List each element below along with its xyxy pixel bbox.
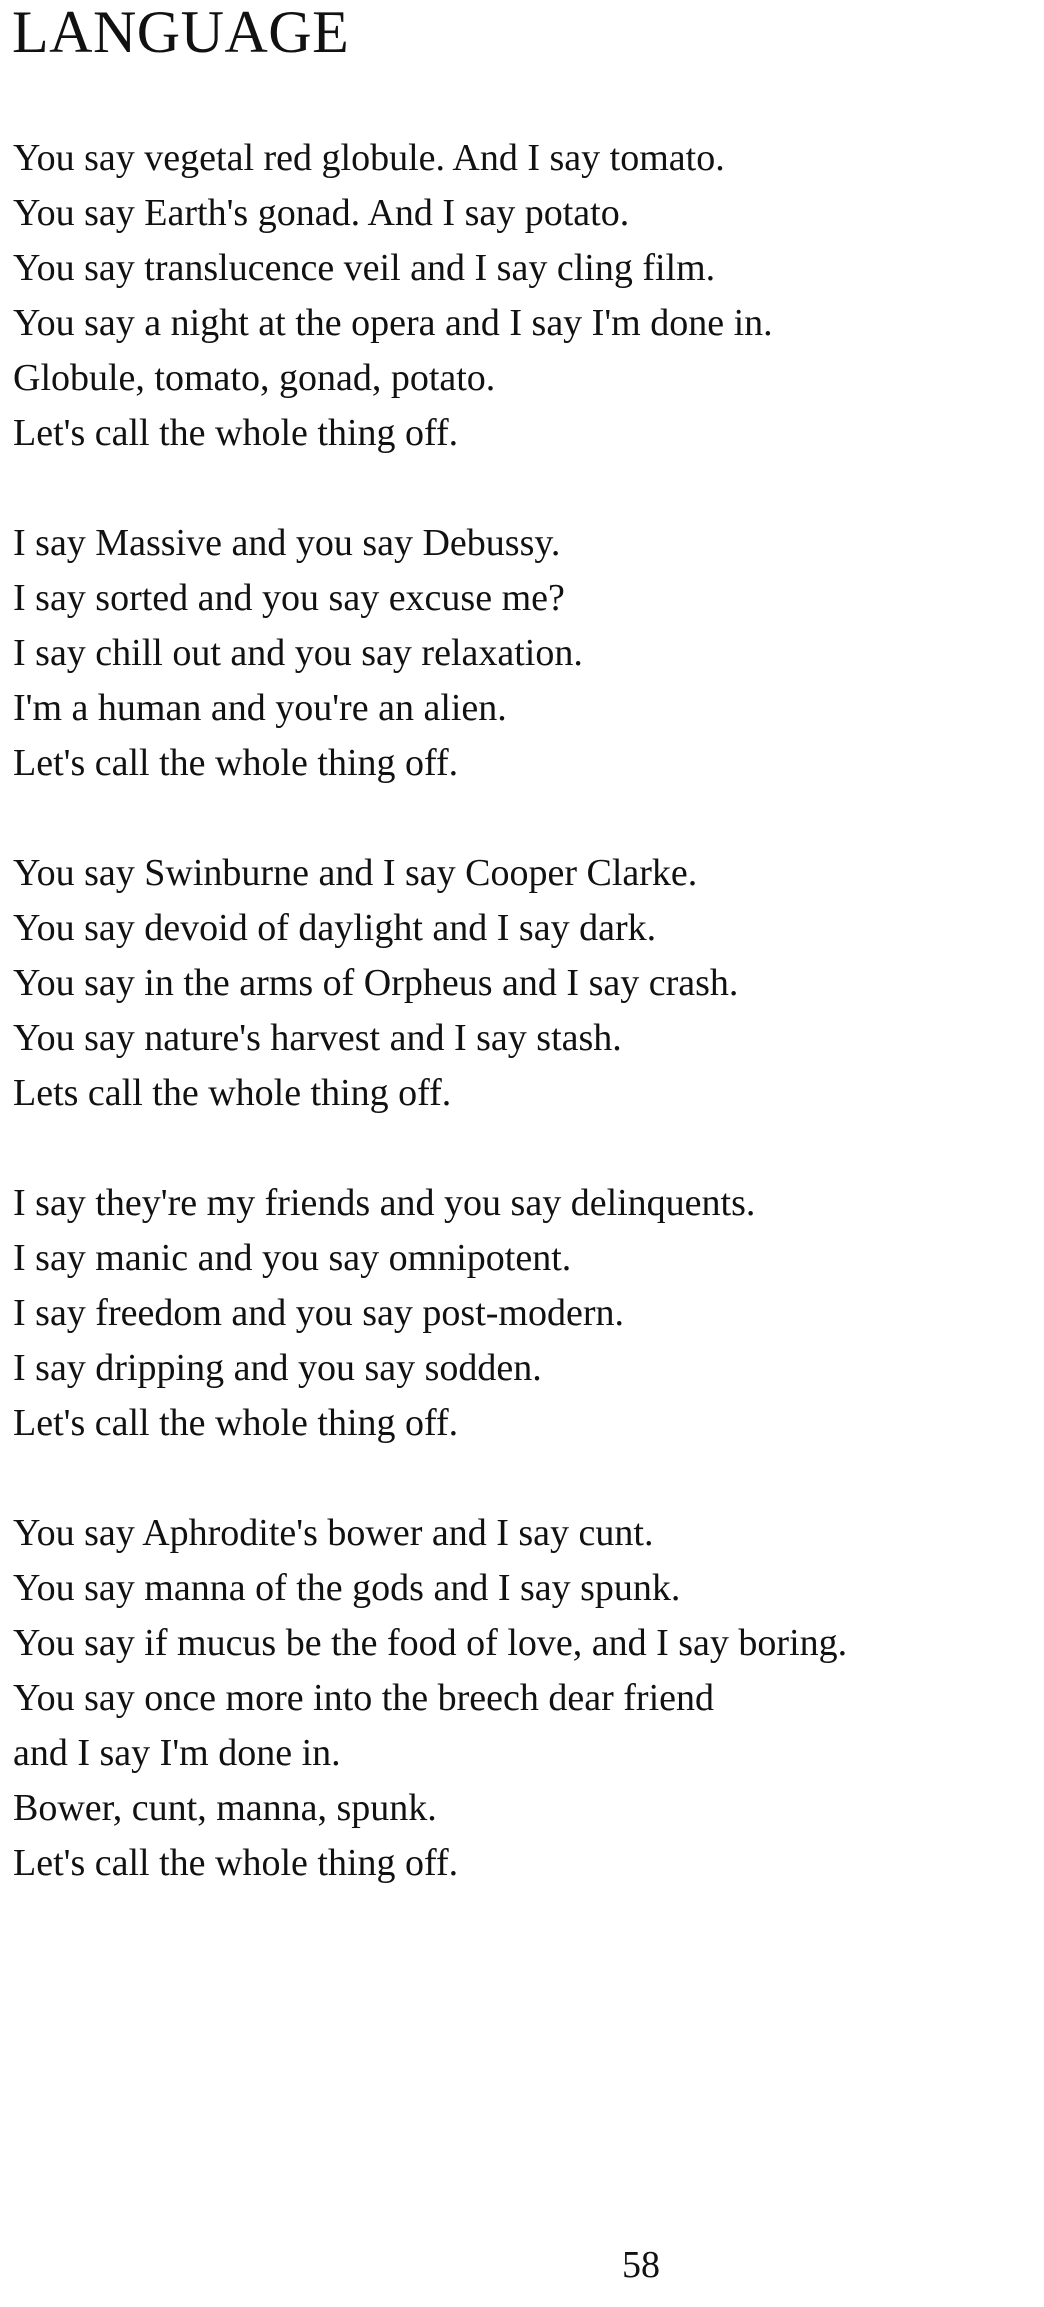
poem-line: I say chill out and you say relaxation. [13, 632, 583, 674]
poem-line: I say manic and you say omnipotent. [13, 1237, 572, 1279]
poem-line: I say sorted and you say excuse me? [13, 577, 565, 619]
poem-line: You say devoid of daylight and I say dark. [13, 907, 657, 949]
poem-line: I'm a human and you're an alien. [13, 687, 507, 729]
poem-line: You say once more into the breech dear friend [13, 1677, 715, 1719]
poem-line: You say if mucus be the food of love, and I say boring. [13, 1622, 848, 1664]
poem-title: LANGUAGE [12, 0, 350, 65]
poem-line: Let's call the whole thing off. [13, 1402, 459, 1444]
poem-line: I say dripping and you say sodden. [13, 1347, 542, 1389]
poem-line: Globule, tomato, gonad, potato. [13, 357, 496, 399]
page-number: 58 [622, 2244, 660, 2286]
poem-line: Lets call the whole thing off. [13, 1072, 452, 1114]
poem-line: and I say I'm done in. [13, 1732, 341, 1774]
stanza [13, 131, 847, 461]
poem-line: You say Earth's gonad. And I say potato. [13, 192, 630, 234]
poem-line: You say translucence veil and I say cling film. [13, 247, 716, 289]
poem-line: I say they're my friends and you say delinquents. [13, 1182, 756, 1224]
stanza [13, 846, 847, 1121]
stanza [13, 1506, 847, 1891]
poem-line: Let's call the whole thing off. [13, 1842, 459, 1884]
poem-line: Bower, cunt, manna, spunk. [13, 1787, 437, 1829]
poem-line: You say vegetal red globule. And I say tomato. [13, 137, 725, 179]
stanza [13, 1176, 847, 1451]
stanza [13, 516, 847, 791]
poem-line: You say Aphrodite's bower and I say cunt. [13, 1512, 654, 1554]
poem-line: You say Swinburne and I say Cooper Clarke. [13, 852, 698, 894]
poem-line: Let's call the whole thing off. [13, 412, 459, 454]
poem-line: Let's call the whole thing off. [13, 742, 459, 784]
poem-line: I say Massive and you say Debussy. [13, 522, 561, 564]
poem-line: You say a night at the opera and I say I'm done in. [13, 302, 773, 344]
poem-line: You say in the arms of Orpheus and I say crash. [13, 962, 739, 1004]
poem-body [13, 131, 847, 1946]
poem-line: You say nature's harvest and I say stash. [13, 1017, 622, 1059]
poem-line: You say manna of the gods and I say spunk. [13, 1567, 681, 1609]
poem-line: I say freedom and you say post-modern. [13, 1292, 625, 1334]
